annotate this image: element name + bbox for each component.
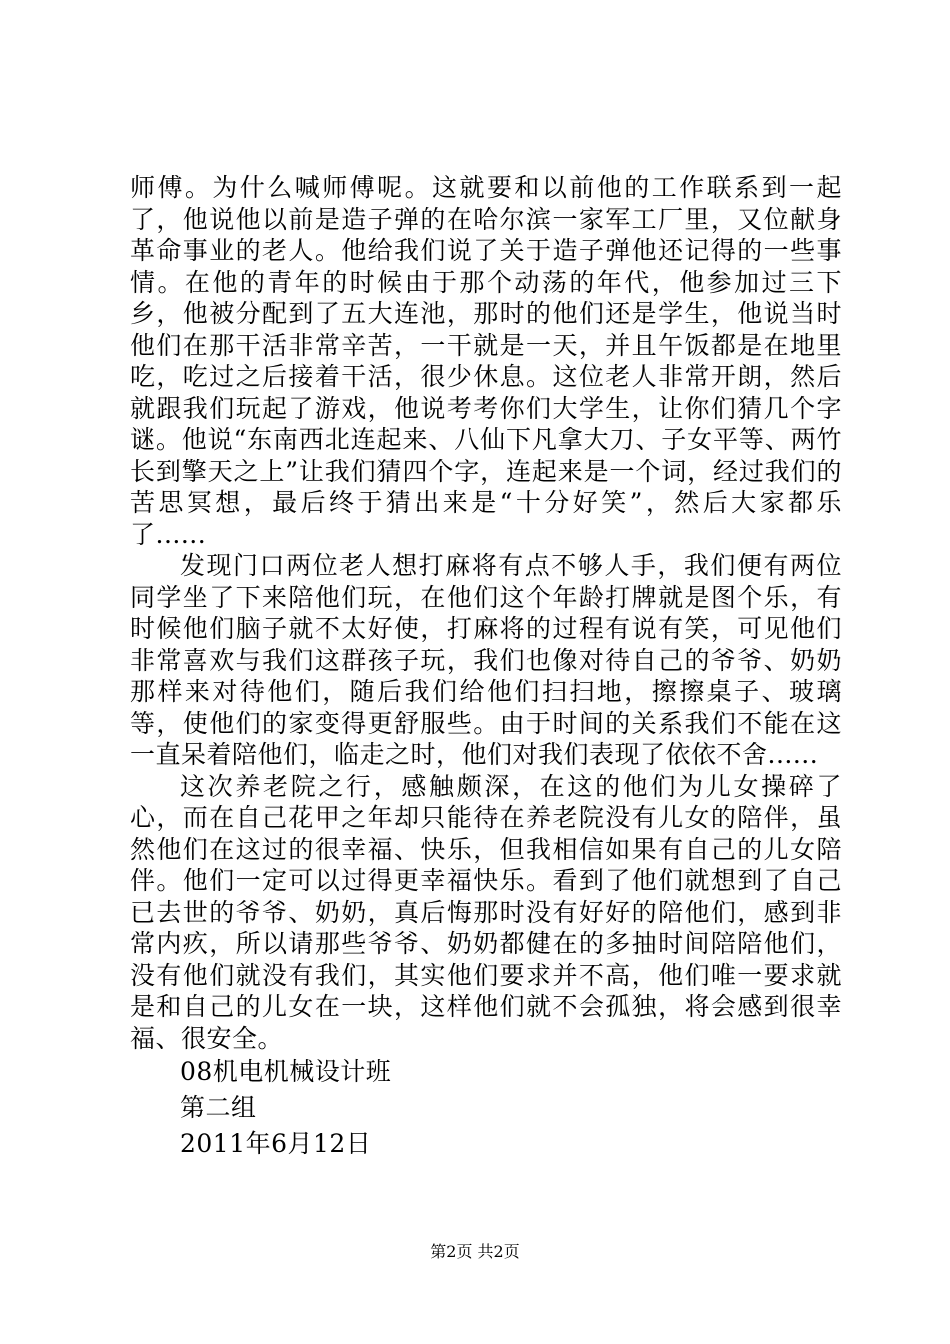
document-body (130, 172, 842, 1162)
page-footer: 第2页 共2页 (430, 1242, 520, 1261)
signoff-date: 2011年6月12日 (180, 1129, 372, 1158)
signoff-group: 第二组 (180, 1093, 257, 1122)
paragraph-1: 师傅。为什么喊师傅呢。这就要和以前他的工作联系到一起了，他说他以前是造子弹的在哈尔滨一家军工厂里，又位献身革命事业的老人。他给我们说了关于造子弹他还记得的一些事情。在他的青年的时候由于那个动荡的年代，他参加过三下乡，他被分配到了五大连池，那时的他们还是学生，他说当时他们在那干活非常辛苦，一干就是一天，并且午饭都是在地里吃，吃过之后接着干活，很少休息。这位老人非常开朗，然后就跟我们玩起了游戏，他说考考你们大学生，让你们猜几个字谜。他说“东南西北连起来、八仙下凡拿大刀、子女平等、两竹长到擎天之上”让我们猜四个字，连起来是一个词，经过我们的苦思冥想，最后终于猜出来是“十分好笑”，然后大家都乐了...... (130, 173, 842, 549)
paragraph-2: 发现门口两位老人想打麻将有点不够人手，我们便有两位同学坐了下来陪他们玩，在他们这个年龄打牌就是图个乐，有时候他们脑子就不太好使，打麻将的过程有说有笑，可见他们非常喜欢与我们这群孩子玩，我们也像对待自己的爷爷、奶奶那样来对待他们，随后我们给他们扫扫地，擦擦桌子、玻璃等，使他们的家变得更舒服些。由于时间的关系我们不能在这一直呆着陪他们，临走之时，他们对我们表现了依依不舍...... (130, 551, 842, 769)
paragraph-3: 这次养老院之行，感触颇深，在这的他们为儿女操碎了心，而在自己花甲之年却只能待在养老院没有儿女的陪伴，虽然他们在这过的很幸福、快乐，但我相信如果有自己的儿女陪伴。他们一定可以过得更幸福快乐。看到了他们就想到了自己已去世的爷爷、奶奶，真后悔那时没有好好的陪他们，感到非常内疚，所以请那些爷爷、奶奶都健在的多抽时间陪陪他们，没有他们就没有我们，其实他们要求并不高，他们唯一要求就是和自己的儿女在一块，这样他们就不会孤独，将会感到很幸福、很安全。 (130, 771, 842, 1053)
signoff-class-name: 08机电机械设计班 (180, 1057, 392, 1086)
